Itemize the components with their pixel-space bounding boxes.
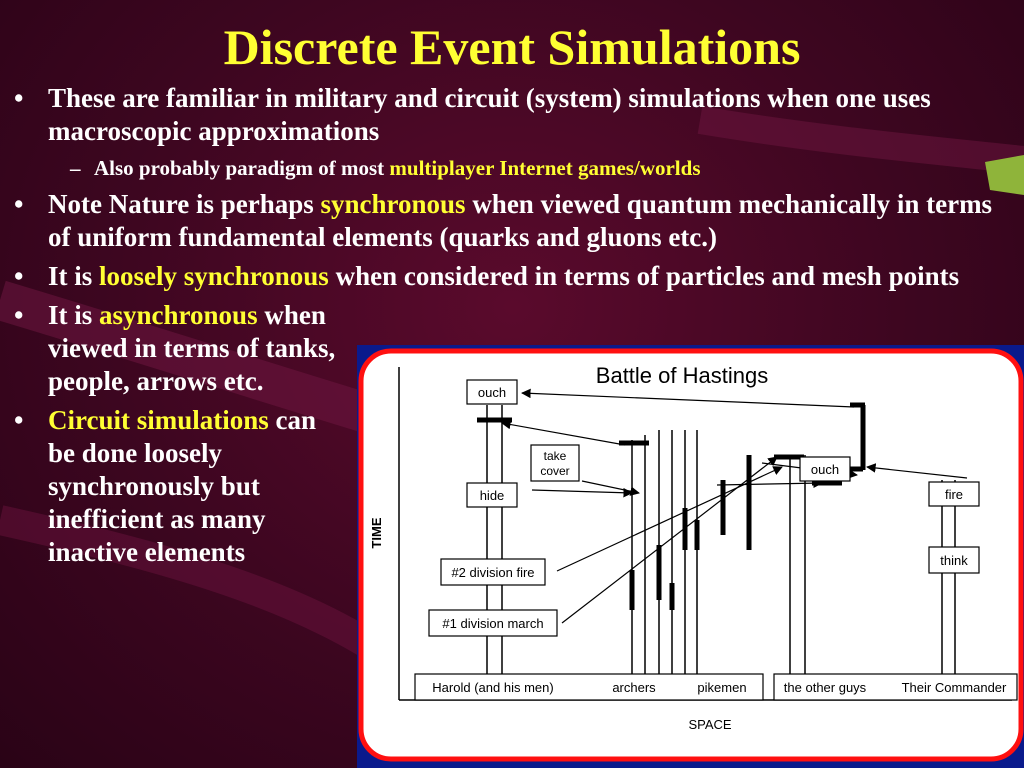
bullet-5-post: can be done loosely synchronously but inefficient as many inactive elements	[48, 405, 317, 567]
slide-title: Discrete Event Simulations	[223, 19, 801, 75]
bullet-4	[12, 299, 348, 398]
bullet-1	[12, 82, 1002, 148]
y-axis-label: TIME	[369, 517, 384, 549]
event-hide: hide	[479, 488, 505, 503]
bullet-4-post: when viewed in terms of tanks, people, arrows etc.	[48, 300, 336, 396]
event-division-fire: #2 division fire	[451, 565, 535, 580]
x-axis-label: SPACE	[688, 717, 732, 732]
group-boxes	[415, 674, 1017, 700]
bullet-2-post: when viewed quantum mechanically in terms of uniform fundamental elements (quarks and gluons etc.)	[48, 189, 993, 252]
bullet-2-pre: Note Nature is perhaps	[48, 189, 321, 219]
event-fire: fire	[944, 487, 964, 502]
sub-bullet-1	[12, 154, 1002, 182]
bullet-3	[12, 260, 1002, 293]
group-archers: archers	[612, 680, 656, 695]
bullet-5-highlight: Circuit simulations	[48, 405, 269, 435]
event-ouch-right: ouch	[810, 462, 840, 477]
sub-bullet-1-text: Also probably paradigm of most	[94, 156, 390, 180]
event-take-cover-line1: take	[543, 449, 567, 463]
event-think: think	[940, 553, 968, 568]
event-division-march: #1 division march	[442, 616, 544, 631]
bullet-4-pre: It is	[48, 300, 100, 330]
bullet-5	[12, 404, 348, 569]
bullet-4-highlight: asynchronous	[99, 300, 258, 330]
bullet-3-pre: It is	[48, 261, 100, 291]
event-ouch-left: ouch	[477, 385, 507, 400]
group-other-guys: the other guys	[783, 680, 867, 695]
event-take-cover-line2: cover	[540, 464, 570, 478]
bullet-3-post: when considered in terms of particles and mesh points	[328, 261, 960, 291]
battle-diagram-svg	[357, 345, 1024, 768]
bullet-2	[12, 188, 1002, 254]
bullet-2-highlight: synchronous	[320, 189, 466, 219]
diagram-title: Battle of Hastings	[595, 363, 769, 388]
group-pikemen: pikemen	[697, 680, 747, 695]
bullet-3-highlight: loosely synchronous	[99, 261, 329, 291]
group-harold: Harold (and his men)	[432, 680, 554, 695]
battle-diagram	[357, 345, 1024, 768]
sub-bullet-1-highlight: multiplayer Internet games/worlds	[389, 156, 701, 180]
group-commander: Their Commander	[901, 680, 1007, 695]
bullet-1-text: These are familiar in military and circuit (system) simulations when one uses macroscopic approximations	[48, 83, 931, 146]
